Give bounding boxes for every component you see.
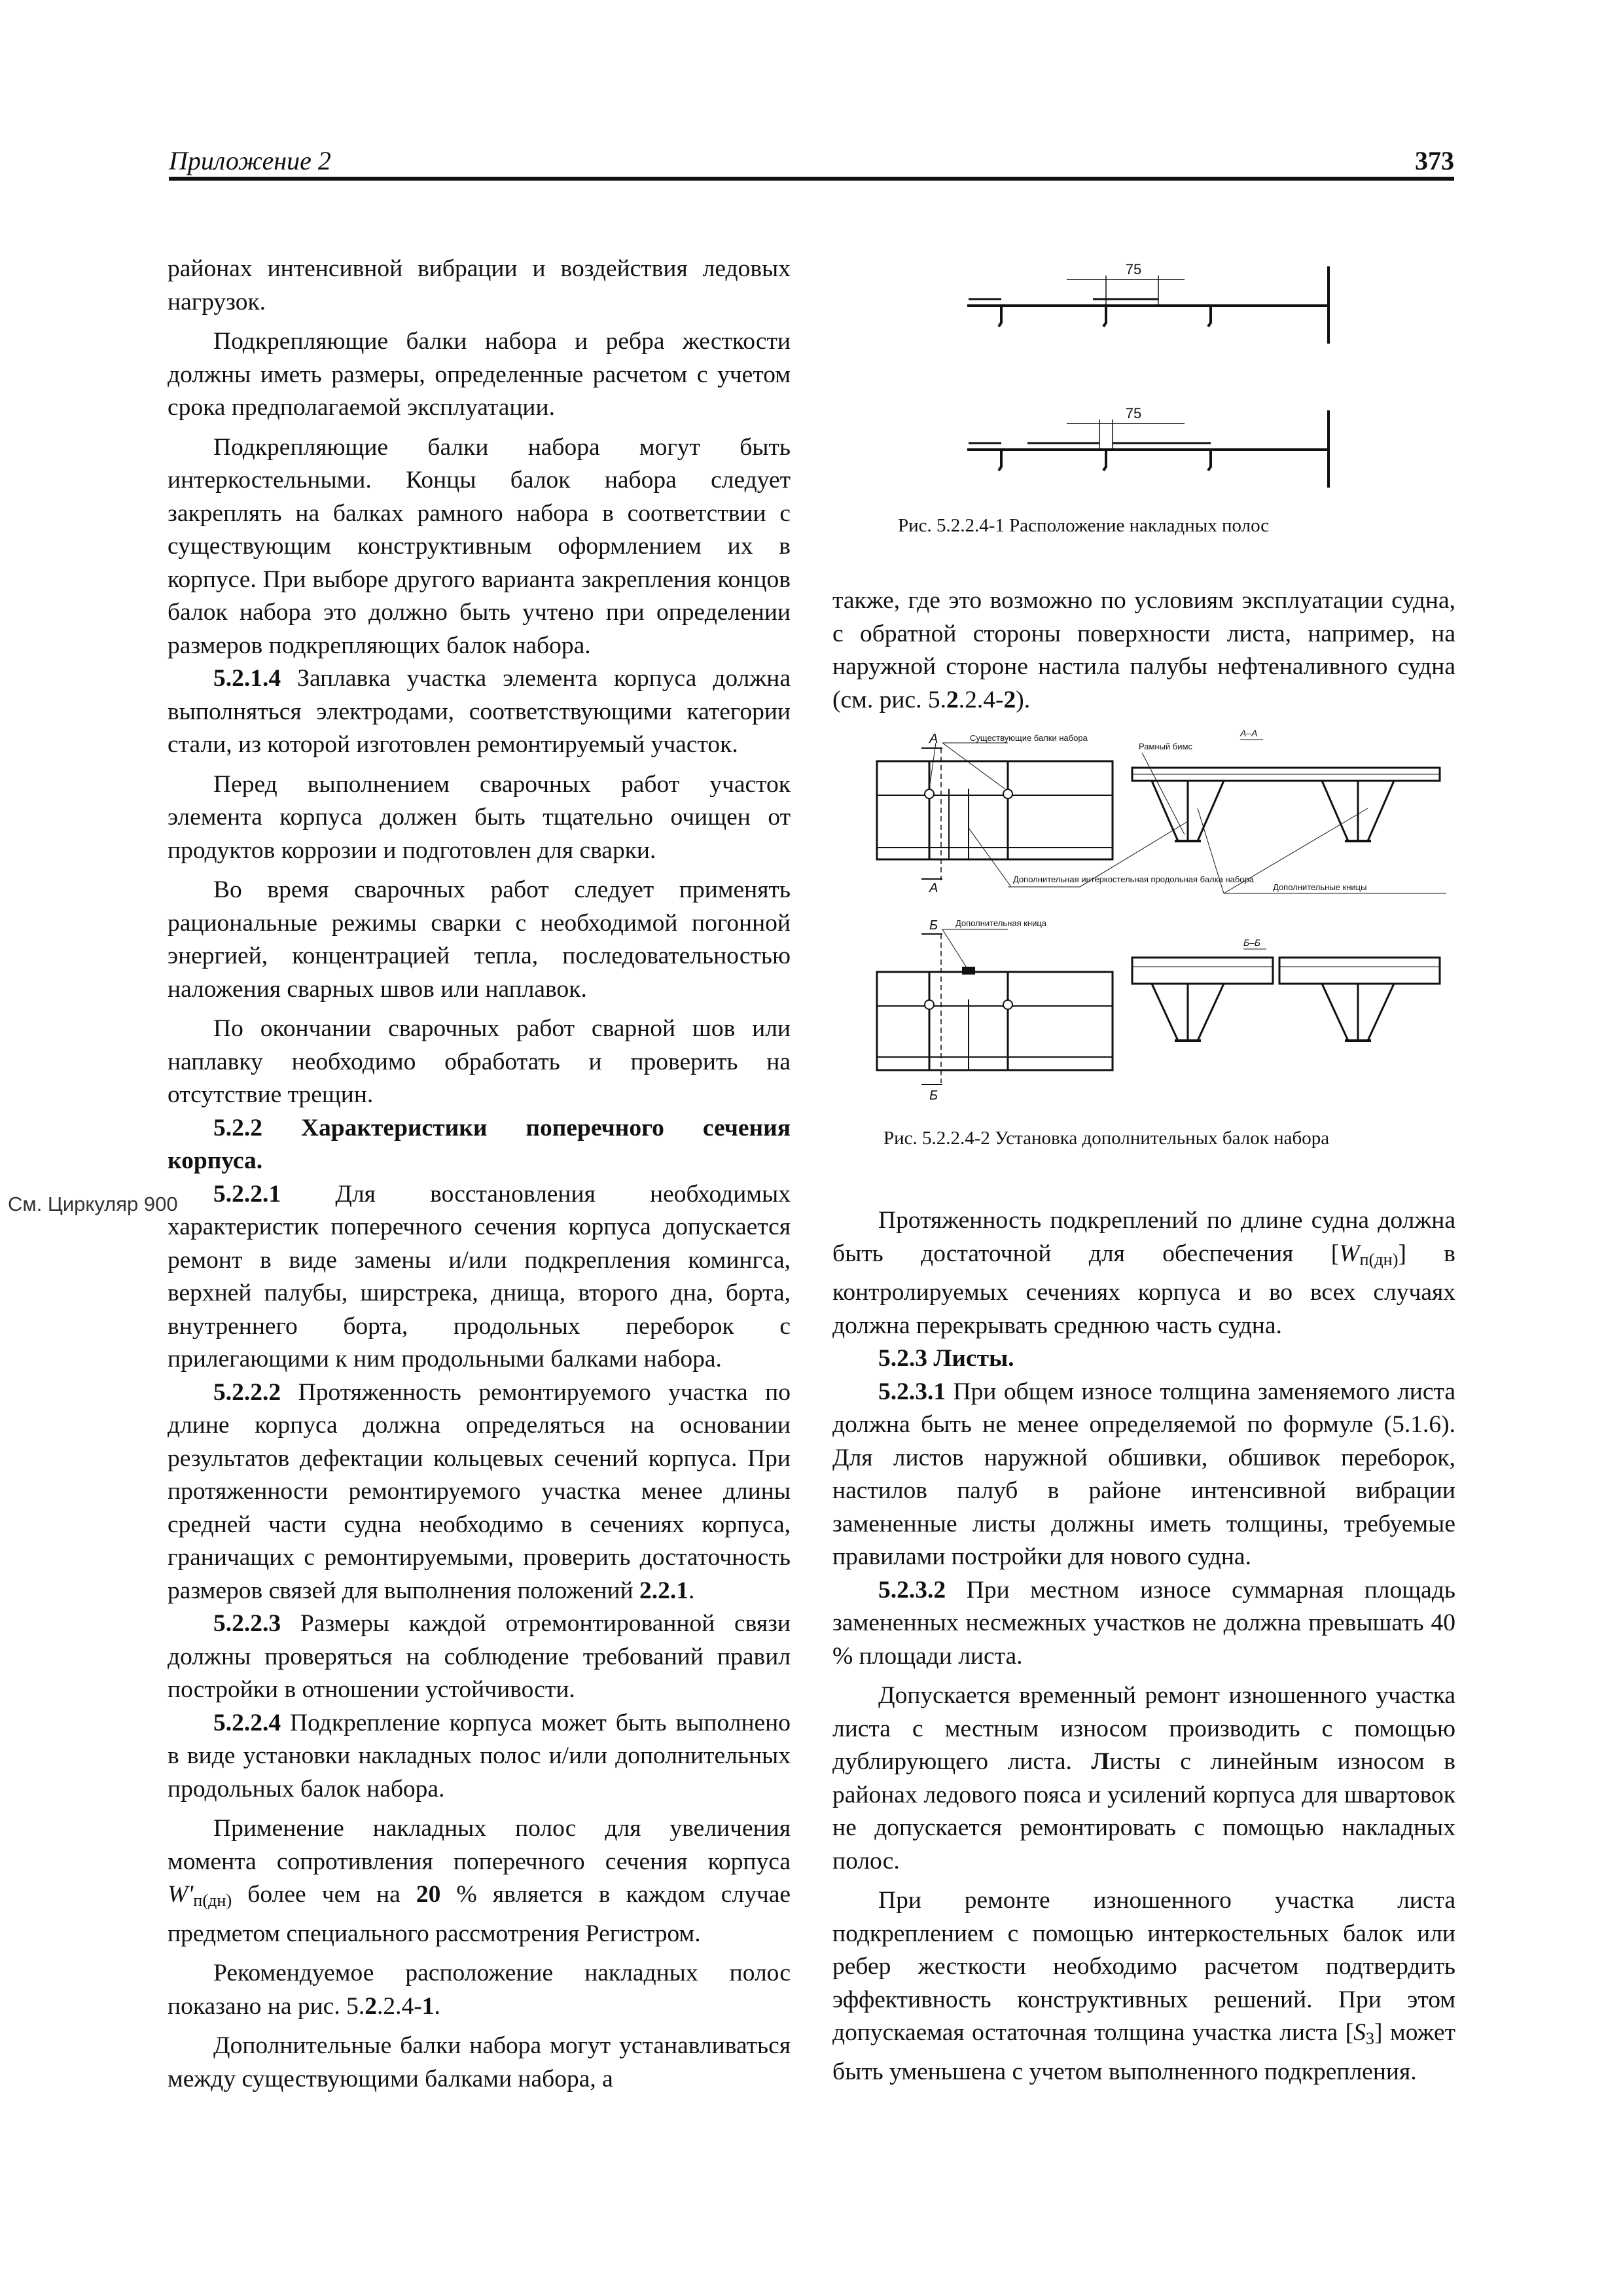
running-header-title: Приложение 2 [169,146,331,175]
right-column-top [832,584,1455,717]
figure-additional-beams [870,723,1459,1109]
section-label-a: A [929,732,938,746]
paragraph-text: . [434,1992,440,2020]
section-number: 5.2.2.2 [213,1378,281,1406]
paragraph: Во время сварочных работ следует применять рациональные режимы сварки с необходимой погонной энергией, концентрацией тепла, последовательностью наложения сварных швов или наплавок. [168,876,791,1003]
cross-reference: 2.2.1 [639,1577,688,1604]
paragraph-text: ] может быть уменьшена с учетом выполненного подкрепления. [832,2019,1455,2085]
section-number: 5.2.3.1 [878,1378,946,1405]
paragraph-text: исты с линейным износом в районах ледового пояса и усилений корпуса для швартовок не допускается ремонтировать с помощью накладных полос. [832,1748,1456,1874]
paragraph-text: также, где это возможно по условиям эксплуатации судна, с обратной стороны поверхности листа, например, на наружной стороне настила палубы нефтеналивного судна (см. рис. 5. [832,587,1455,713]
section-number: 5.2.2.1 [213,1180,281,1208]
section-number: 5.2.2.3 [213,1610,281,1637]
paragraph: По окончании сварочных работ сварной шов или наплавку необходимо обработать и проверить на отсутствие трещин. [168,1015,791,1108]
paragraph-text: .2.4- [958,686,1004,713]
paragraph-text: ] в контролируемых сечениях корпуса и во всех случаях должна перекрывать среднюю часть судна. [832,1240,1455,1339]
figure-caption: Рис. 5.2.2.4-1 Расположение накладных полос [898,515,1270,536]
paragraph [168,662,791,762]
formula-subscript: 3 [1365,2029,1374,2048]
paragraph-text: При общем износе толщина заменяемого листа должна быть не менее определяемой по формуле (5.1.6). Для листов наружной обшивки, обшивок переборок, настилов палуб в районе интенсивной вибрации замененные листы должны иметь толщины, требуемые правилами постройки для нового судна. [832,1378,1455,1570]
margin-note-link[interactable]: См. Циркуляр 900 [8,1193,178,1215]
formula-symbol: W [1339,1240,1360,1267]
figure-caption: Рис. 5.2.2.4-2 Установка дополнительных балок набора [883,1128,1330,1149]
paragraph-text: Протяженность подкреплений по длине судна должна быть достаточной для обеспечения [ [832,1207,1455,1267]
figure-strap-layout [962,259,1342,507]
callout-frame-beam: Рамный бимс [1139,742,1192,751]
section-heading: 5.2.3 Листы. [878,1345,1014,1372]
callout-additional-beam: Дополнительная интеркостельная продольная балка набора [1013,874,1254,884]
stiffener [1103,450,1106,471]
percentage-value: 20 [416,1881,441,1908]
stiffener [1208,450,1211,471]
section-number: 5.2.1.4 [213,665,281,692]
bold-letter: Л [1091,1748,1110,1775]
paragraph [832,1204,1455,1342]
paragraph [168,1707,791,1806]
paragraph [168,1812,791,1950]
formula-subscript: п(дн) [1359,1249,1399,1269]
figure-ref-bold: 2 [365,1992,377,2020]
dimension-label: 75 [1125,261,1142,278]
paragraph-text: Протяженность ремонтируемого участка по длине корпуса должна определяться на основании результатов дефектации кольцевых сечений корпуса. При протяженности ремонтируемого участка менее длины средней части судна необходимо в сечениях корпуса, граничащих с ремонтируемыми, проверить достаточность размеров связей для выполнения положений [168,1378,791,1604]
paragraph [168,1376,791,1608]
paragraph-text: ). [1016,686,1031,713]
paragraph [168,1957,791,2023]
section-number: 5.2.2.4 [213,1709,281,1736]
formula-symbol: W' [168,1881,194,1908]
paragraph [168,1178,791,1376]
paragraph-text: % является в каждом случае предметом специального рассмотрения Регистром. [168,1881,791,1947]
paragraph-text: Рекомендуемое расположение накладных полос показано на рис. 5. [168,1960,791,2020]
stiffener [999,306,1001,327]
paragraph [832,584,1455,717]
section-title-bb: Б–Б [1243,937,1261,948]
stiffener [1208,306,1211,327]
callout-existing-beams: Существующие балки набора [970,733,1088,743]
paragraph [832,1679,1455,1878]
paragraph-text: При местном износе суммарная площадь замененных несмежных участков не должна превышать 40 % площади листа. [832,1576,1455,1670]
paragraph-text: . [688,1577,695,1604]
paragraph-text: .2.4- [376,1992,422,2020]
paragraph [832,1574,1455,1674]
section-label-b: Б [929,918,938,933]
stiffener [999,450,1001,471]
formula-symbol: S [1353,2019,1366,2046]
section-label-a: A [929,881,938,895]
paragraph-text: При ремонте изношенного участка листа подкреплением с помощью интеркостельных балок или ребер жесткости необходимо расчетом подтвердить эффективность конструктивных решений. При этом допускаемая остаточная толщина участка листа [ [832,1887,1455,2046]
paragraph: Дополнительные балки набора могут устанавливаться между существующими балками набора, а [168,2032,791,2092]
left-column [168,253,791,2096]
page-number: 373 [1415,146,1454,175]
paragraph: районах интенсивной вибрации и воздействия ледовых нагрузок. [168,255,791,315]
figure-ref-bold: 2 [946,686,959,713]
callout-additional-bracket: Дополнительная кница [955,918,1047,928]
paragraph [832,1376,1455,1574]
figure-ref-bold: 2 [1003,686,1016,713]
paragraph: Подкрепляющие балки набора могут быть интеркостельными. Концы балок набора следует закреплять на балках рамного набора в соответствии с существующим конструктивным оформлением их в корпусе. При выборе другого варианта закрепления концов балок набора это должно быть учтено при определении размеров подкрепляющих балок набора. [168,433,791,659]
paragraph-text: Заплавка участка элемента корпуса должна выполняться электродами, соответствующими категории стали, из которой изготовлен ремонтируемый участок. [168,665,791,758]
dimension-label: 75 [1125,405,1142,422]
callout-additional-brackets: Дополнительные кницы [1273,882,1367,892]
paragraph: Подкрепляющие балки набора и ребра жесткости должны иметь размеры, определенные расчетом с учетом срока предполагаемой эксплуатации. [168,328,791,421]
section-title-aa: A–A [1240,728,1258,738]
figure-ref-bold: 1 [421,1992,435,2020]
paragraph [832,1884,1455,2089]
stiffener [1103,306,1106,327]
section-number: 5.2.3.2 [878,1576,946,1604]
header-rule [169,177,1454,181]
paragraph-text: Подкрепление корпуса может быть выполнено в виде установки накладных полос и/или дополнительных продольных балок набора. [168,1709,791,1803]
paragraph-text: более чем на [232,1881,416,1908]
paragraph: Перед выполнением сварочных работ участок элемента корпуса должен быть тщательно очищен от продуктов коррозии и подготовлен для сварки. [168,770,791,864]
section-label-b: Б [929,1088,938,1103]
formula-subscript: п(дн) [193,1891,232,1910]
right-column-bottom [832,1204,1455,2089]
paragraph [168,1607,791,1707]
paragraph-text: Размеры каждой отремонтированной связи должны проверяться на соблюдение требований правил постройки в отношении устойчивости. [168,1610,791,1703]
paragraph-text: Применение накладных полос для увеличения момента сопротивления поперечного сечения корпуса [168,1815,791,1875]
section-heading: 5.2.2 Характеристики поперечного сечения корпуса. [168,1114,791,1174]
paragraph-text: Допускается временный ремонт изношенного участка листа с местным износом производить с помощью дублирующего листа. [832,1682,1455,1775]
paragraph-text: Для восстановления необходимых характеристик поперечного сечения корпуса допускается ремонт в виде замены и/или подкрепления комингса, верхней палубы, ширстрека, днища, второго дна, борта, внутреннего борта, продольных переборок с прилегающими к ним продольными балками набора. [168,1180,791,1372]
